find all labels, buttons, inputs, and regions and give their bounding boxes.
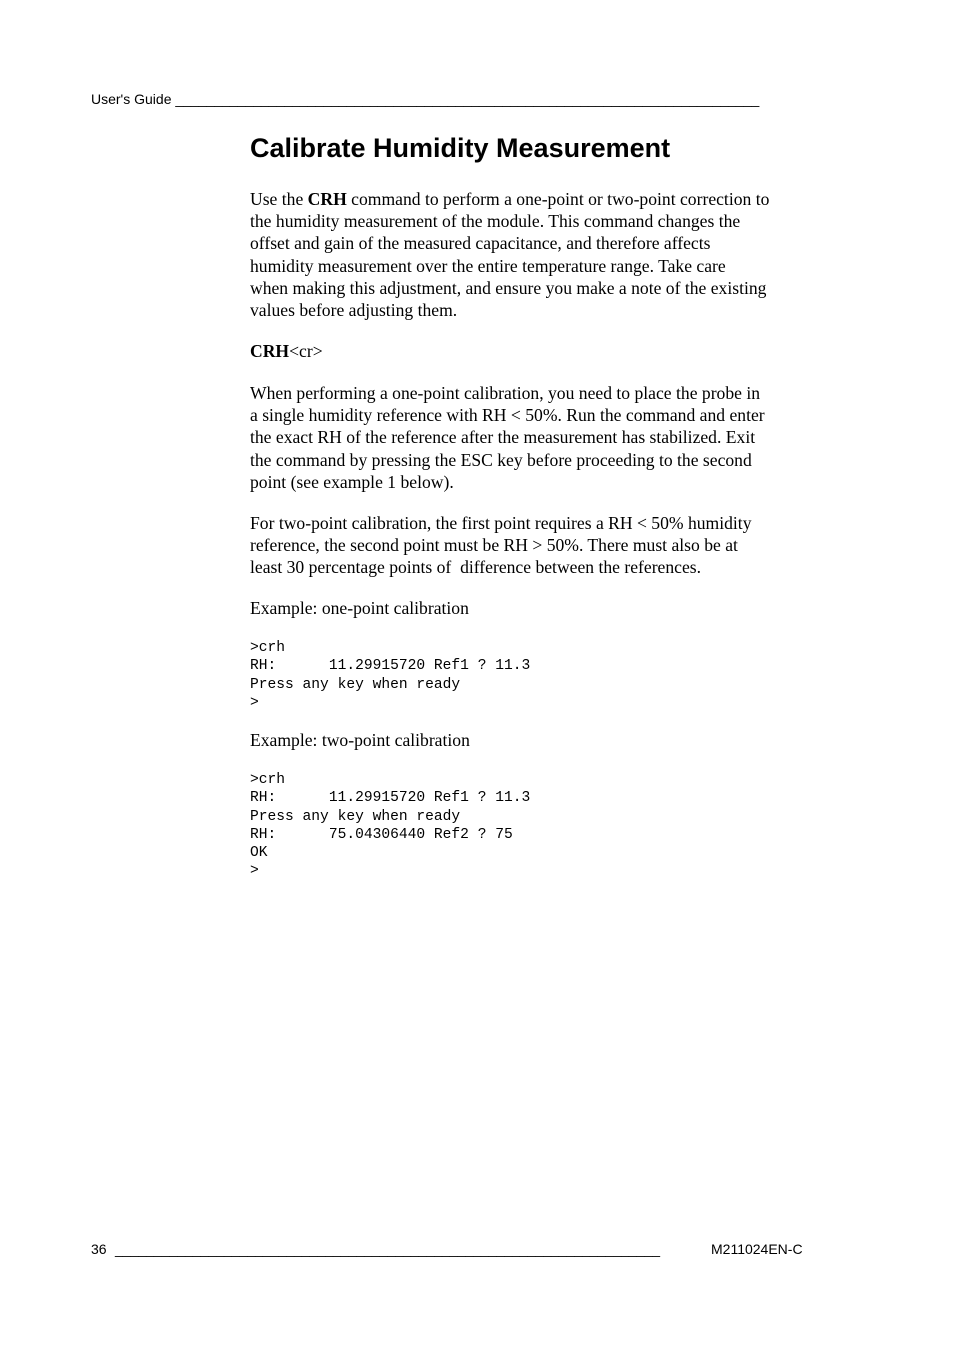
running-header: User's Guide ___________________________________________________________________________: [91, 91, 760, 107]
footer-rule: ______________________________________________________________________: [115, 1241, 661, 1257]
two-point-paragraph: For two-point calibration, the first point requires a RH < 50% humidity reference, the second point must be RH > 50%. There must also be at least 30 percentage points of difference between the references.: [250, 513, 752, 578]
example2-label: Example: two-point calibration: [250, 730, 470, 750]
command-syntax: [250, 340, 825, 362]
syntax-command: CRH: [250, 341, 290, 361]
example1-label: Example: one-point calibration: [250, 598, 469, 618]
page-title: Calibrate Humidity Measurement: [250, 133, 671, 163]
intro-rest: command to perform a one-point or two-point correction to the humidity measurement of the module. This command changes the offset and gain of the measured capacitance, and therefore affects humidity measurement over the entire temperature range. Take care when making this adjustment, and ensure you make a note of the existing values before adjusting them.: [250, 189, 770, 321]
intro-paragraph: [250, 188, 825, 321]
syntax-suffix: <cr>: [289, 341, 323, 361]
document-code: M211024EN-C: [711, 1241, 803, 1257]
page-number: 36: [91, 1241, 107, 1257]
example1-code: >crh RH: 11.29915720 Ref1 ? 11.3 Press any key when ready >: [250, 640, 531, 711]
intro-command: CRH: [307, 189, 347, 209]
example2-code: >crh RH: 11.29915720 Ref1 ? 11.3 Press any key when ready RH: 75.04306440 Ref2 ? 75 OK >: [250, 772, 531, 880]
intro-prefix: Use the: [250, 189, 308, 209]
one-point-paragraph: When performing a one-point calibration, you need to place the probe in a single humidity reference with RH < 50%. Run the command and enter the exact RH of the reference after the measurement has stabilized. Exit the command by pressing the ESC key before proceeding to the second point (see example 1 below).: [250, 383, 765, 492]
